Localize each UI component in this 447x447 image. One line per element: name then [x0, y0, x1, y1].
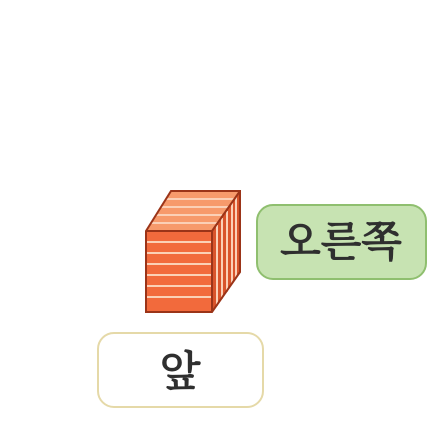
front-label-text: 앞	[159, 347, 201, 396]
front-label	[98, 333, 263, 407]
cube	[146, 191, 240, 312]
cube-front-face	[146, 231, 212, 312]
right-label-text: 오른쪽	[280, 217, 402, 266]
right-label	[257, 205, 426, 279]
